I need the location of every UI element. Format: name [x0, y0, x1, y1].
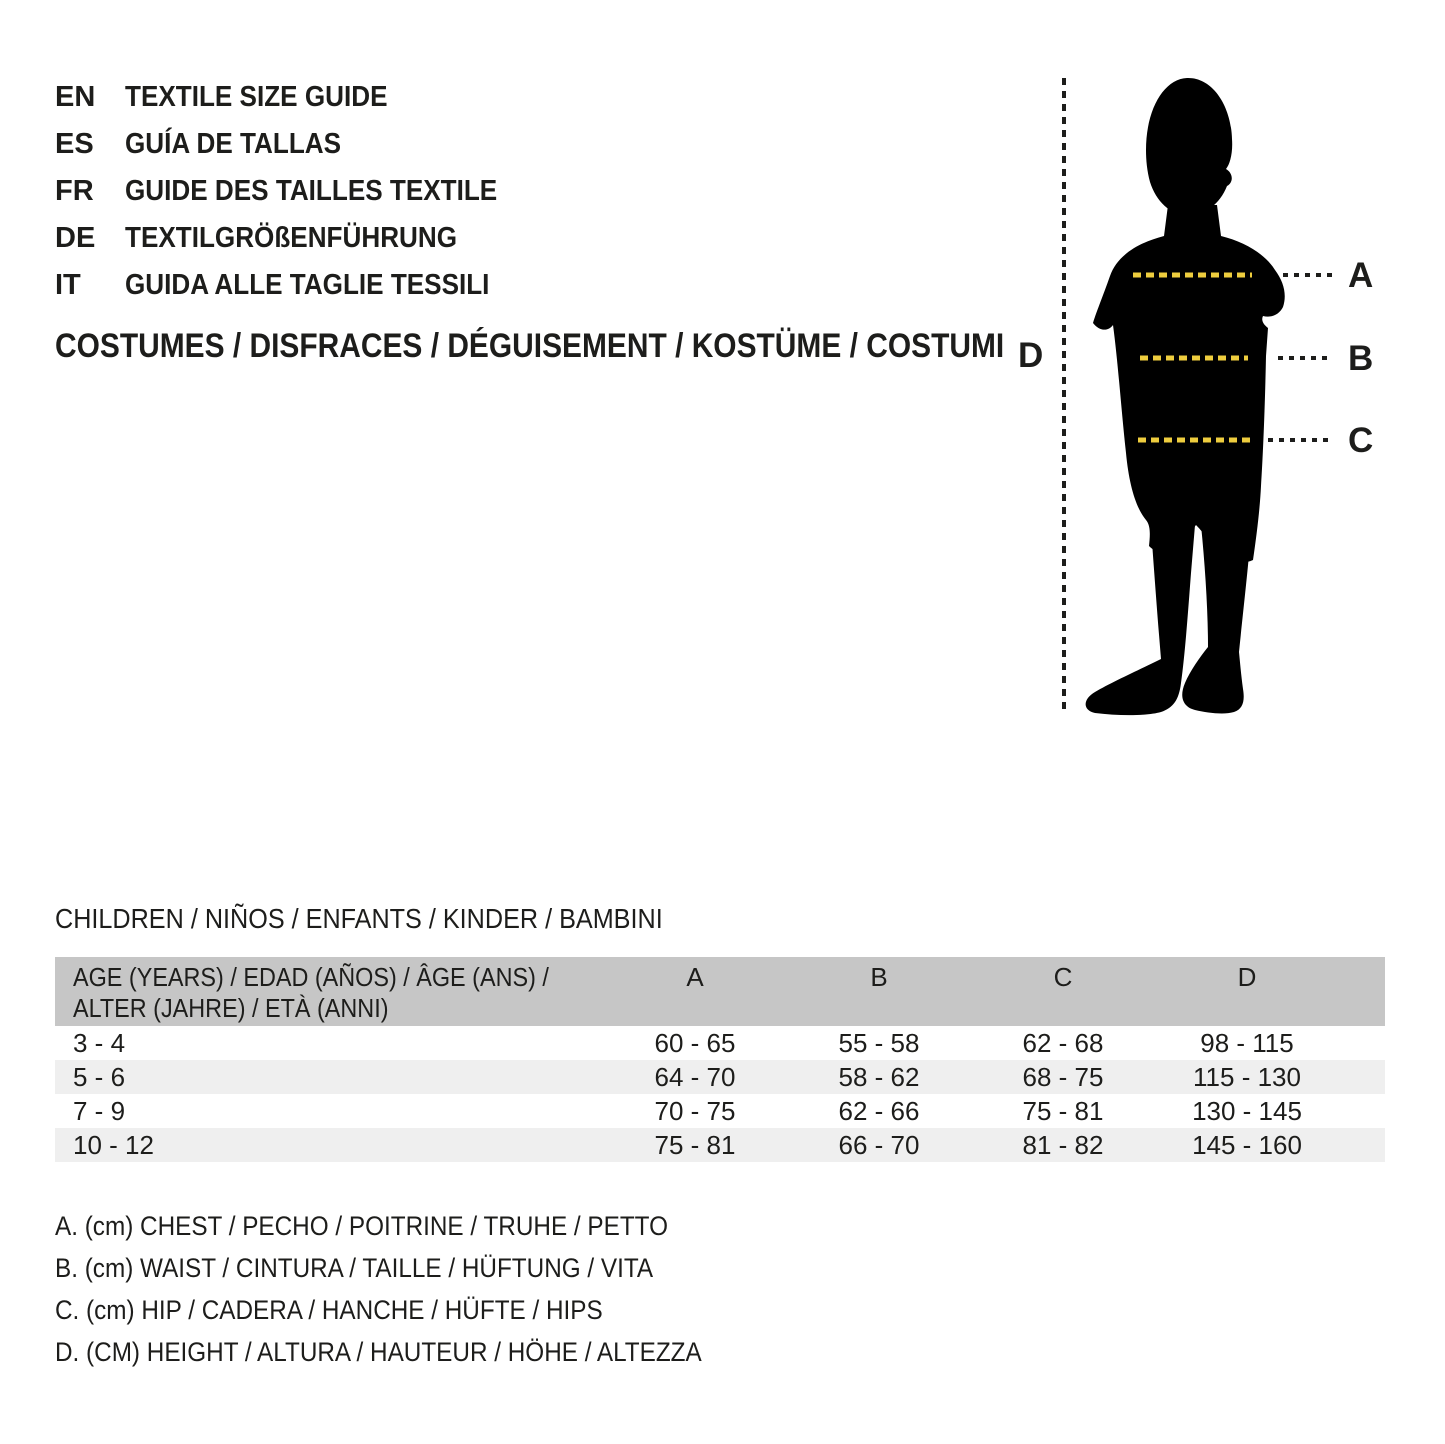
- language-row-es: [55, 121, 539, 168]
- table-row: [55, 1094, 1385, 1128]
- hip-cell: 62 - 68: [1022, 1027, 1104, 1058]
- age-header-line1: AGE (YEARS) / EDAD (AÑOS) / ÂGE (ANS) /: [73, 962, 549, 992]
- table-row: [55, 1128, 1385, 1162]
- waist-cell: 62 - 66: [838, 1095, 920, 1126]
- label-height-d: D: [1018, 336, 1044, 375]
- age-cell: 5 - 6: [73, 1061, 126, 1092]
- language-code: DE: [55, 222, 96, 254]
- legend-height: D. (CM) HEIGHT / ALTURA / HAUTEUR / HÖHE / ALTEZZA: [55, 1337, 702, 1367]
- age-cell: 10 - 12: [73, 1129, 154, 1160]
- label-chest-a: A: [1348, 256, 1374, 295]
- silhouette-left-leg: [1086, 525, 1195, 715]
- height-cell: 98 - 115: [1200, 1027, 1294, 1058]
- column-header-d: D: [1237, 962, 1257, 992]
- chest-cell: 75 - 81: [654, 1129, 736, 1160]
- hip-cell: 75 - 81: [1022, 1095, 1104, 1126]
- waist-cell: 58 - 62: [838, 1061, 920, 1092]
- age-header-cell: [55, 957, 603, 1026]
- label-waist-b: B: [1348, 339, 1374, 378]
- language-code: EN: [55, 81, 96, 113]
- chest-cell: 60 - 65: [654, 1027, 736, 1058]
- hip-cell: 68 - 75: [1022, 1061, 1104, 1092]
- age-cell: 3 - 4: [73, 1027, 126, 1058]
- language-code: ES: [55, 128, 94, 160]
- age-cell: 7 - 9: [73, 1095, 126, 1126]
- table-header-row: [55, 957, 1385, 1026]
- language-row-it: [55, 262, 539, 309]
- waist-cell: 66 - 70: [838, 1129, 920, 1160]
- language-code: IT: [55, 269, 81, 301]
- language-row-fr: [55, 168, 539, 215]
- height-cell: 115 - 130: [1193, 1061, 1301, 1092]
- child-silhouette: [1086, 78, 1285, 715]
- children-size-table: [55, 957, 1385, 1162]
- height-cell: 130 - 145: [1192, 1095, 1302, 1126]
- height-cell: 145 - 160: [1192, 1129, 1302, 1160]
- language-title: GUIDE DES TAILLES TEXTILE: [125, 175, 498, 207]
- column-header-a: A: [686, 962, 704, 992]
- waist-cell: 55 - 58: [838, 1027, 920, 1058]
- label-hip-c: C: [1348, 421, 1374, 460]
- chest-cell: 64 - 70: [654, 1061, 736, 1092]
- language-list: [55, 74, 539, 309]
- chest-cell: 70 - 75: [654, 1095, 736, 1126]
- hip-cell: 81 - 82: [1022, 1129, 1104, 1160]
- silhouette-head: [1146, 78, 1232, 216]
- language-title: GUIDA ALLE TAGLIE TESSILI: [125, 269, 490, 301]
- silhouette-torso: [1093, 205, 1285, 562]
- age-header-line2: ALTER (JAHRE) / ETÀ (ANNI): [73, 993, 389, 1023]
- measurement-figure: [1000, 55, 1390, 730]
- language-title: GUÍA DE TALLAS: [125, 128, 342, 160]
- table-row: [55, 1060, 1385, 1094]
- measurement-legend: [55, 1205, 774, 1373]
- legend-chest: A. (cm) CHEST / PECHO / POITRINE / TRUHE / PETTO: [55, 1211, 668, 1241]
- language-row-en: [55, 74, 539, 121]
- language-title: TEXTILGRÖßENFÜHRUNG: [125, 222, 458, 254]
- legend-waist: B. (cm) WAIST / CINTURA / TAILLE / HÜFTUNG / VITA: [55, 1253, 654, 1283]
- legend-hip: C. (cm) HIP / CADERA / HANCHE / HÜFTE / HIPS: [55, 1295, 603, 1325]
- language-title: TEXTILE SIZE GUIDE: [125, 81, 388, 113]
- language-code: FR: [55, 175, 94, 207]
- table-row: [55, 1026, 1385, 1060]
- children-section-title: CHILDREN / NIÑOS / ENFANTS / KINDER / BAMBINI: [55, 903, 663, 934]
- category-title: COSTUMES / DISFRACES / DÉGUISEMENT / KOSTÜME / COSTUMI: [55, 327, 1005, 365]
- language-row-de: [55, 215, 539, 262]
- column-header-b: B: [870, 962, 888, 992]
- header-right-pad: [1339, 957, 1385, 1026]
- column-header-c: C: [1053, 962, 1073, 992]
